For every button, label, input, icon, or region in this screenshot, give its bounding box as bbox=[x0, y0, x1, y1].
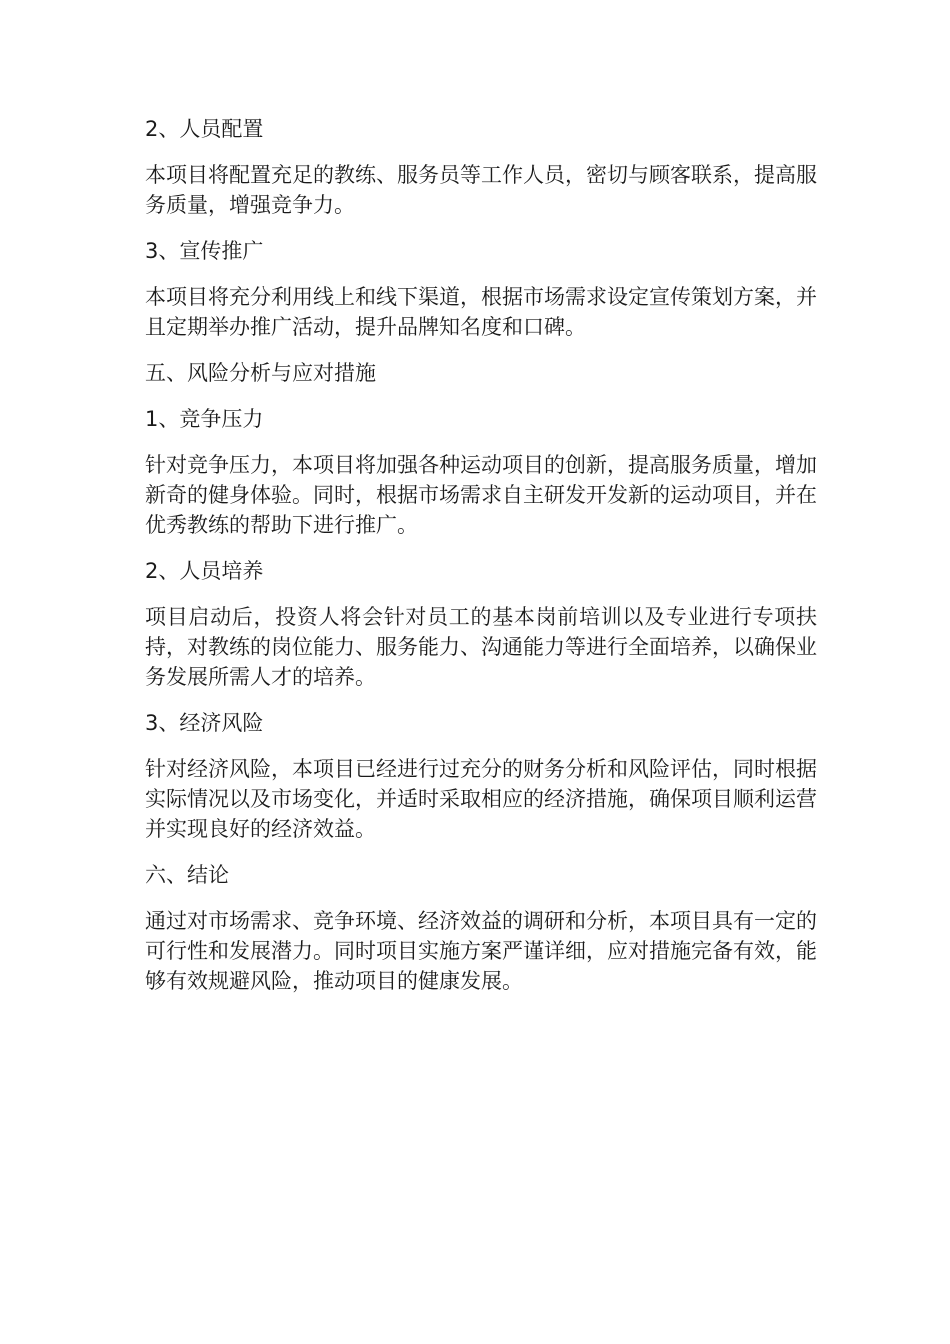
paragraph-economic-risk: 针对经济风险，本项目已经进行过充分的财务分析和风险评估，同时根据实际情况以及市场变化，并适时采取相应的经济措施，确保项目顺利运营并实现良好的经济效益。 bbox=[145, 757, 817, 841]
paragraph-promotion: 本项目将充分利用线上和线下渠道，根据市场需求设定宣传策划方案，并且定期举办推广活动，提升品牌知名度和口碑。 bbox=[145, 285, 817, 339]
section-heading-competition: 1、竞争压力 bbox=[145, 407, 264, 431]
chapter-heading-conclusion: 六、结论 bbox=[145, 863, 229, 887]
section-heading-staffing: 2、人员配置 bbox=[145, 117, 264, 141]
paragraph-training: 项目启动后，投资人将会针对员工的基本岗前培训以及专业进行专项扶持，对教练的岗位能力、服务能力、沟通能力等进行全面培养，以确保业务发展所需人才的培养。 bbox=[145, 605, 817, 689]
document-page bbox=[145, 114, 817, 1012]
paragraph-conclusion: 通过对市场需求、竞争环境、经济效益的调研和分析，本项目具有一定的可行性和发展潜力。同时项目实施方案严谨详细，应对措施完备有效，能够有效规避风险，推动项目的健康发展。 bbox=[145, 909, 817, 993]
section-heading-promotion: 3、宣传推广 bbox=[145, 239, 264, 263]
chapter-heading-risk-analysis: 五、风险分析与应对措施 bbox=[145, 361, 376, 385]
paragraph-staffing: 本项目将配置充足的教练、服务员等工作人员，密切与顾客联系，提高服务质量，增强竞争力。 bbox=[145, 163, 817, 217]
section-heading-training: 2、人员培养 bbox=[145, 559, 264, 583]
section-heading-economic-risk: 3、经济风险 bbox=[145, 711, 264, 735]
paragraph-competition: 针对竞争压力，本项目将加强各种运动项目的创新，提高服务质量，增加新奇的健身体验。同时，根据市场需求自主研发开发新的运动项目，并在优秀教练的帮助下进行推广。 bbox=[145, 453, 817, 537]
